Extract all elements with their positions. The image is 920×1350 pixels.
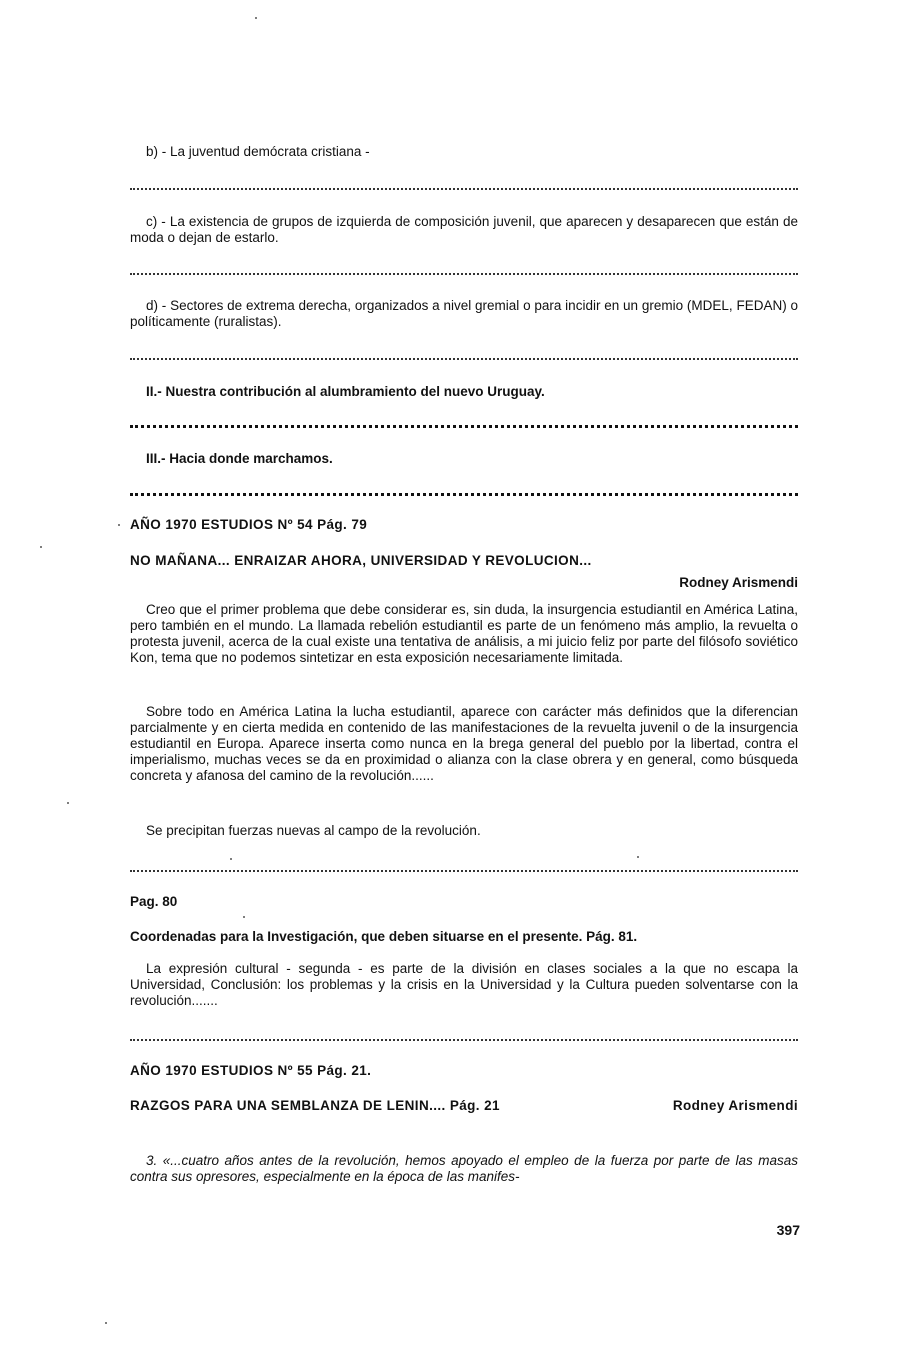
item-d: d) - Sectores de extrema derecha, organizados a nivel gremial o para incidir en un gremio (MDEL, FEDAN) o políticamente (ruralistas). <box>130 298 798 329</box>
scan-speck <box>118 524 120 526</box>
article-author: Rodney Arismendi <box>679 575 798 590</box>
paragraph: Se precipitan fuerzas nuevas al campo de la revolución. <box>146 823 481 838</box>
scan-speck <box>105 1322 107 1324</box>
paragraph: La expresión cultural - segunda - es parte de la división en clases sociales a la que no escapa la Universidad, Conclusión: los problemas y la crisis en la Universidad y la Cultura pueden solventarse con la revolución....... <box>130 961 798 1008</box>
page-number: 397 <box>776 1222 800 1238</box>
article-title: RAZGOS PARA UNA SEMBLANZA DE LENIN.... Pág. 21 <box>130 1098 500 1113</box>
scan-speck <box>255 17 257 19</box>
paragraph: Creo que el primer problema que debe considerar es, sin duda, la insurgencia estudiantil en América Latina, pero también en el mundo. La llamada rebelión estudiantil es parte de un fenómeno más amplio, la revuelta o protesta juvenil, acerca de la cual existe una tentativa de análisis, a mi juicio feliz por parte del filósofo soviético Kon, tema que no podemos sintetizar en esta exposición necesariamente limitada. <box>130 602 798 665</box>
reference-heading: AÑO 1970 ESTUDIOS Nº 54 Pág. 79 <box>130 517 368 532</box>
quote-paragraph: 3. «...cuatro años antes de la revolución, hemos apoyado el empleo de la fuerza por parte de las masas contra sus opresores, especialmente en la época de las manifes- <box>130 1153 798 1184</box>
dotted-separator <box>130 870 798 874</box>
dotted-separator <box>130 425 798 430</box>
section-ii-heading: II.- Nuestra contribución al alumbramiento del nuevo Uruguay. <box>146 384 545 399</box>
article-title-row <box>130 1098 798 1114</box>
article-title: NO MAÑANA... ENRAIZAR AHORA, UNIVERSIDAD Y REVOLUCION... <box>130 553 592 568</box>
scan-speck <box>637 856 639 858</box>
dotted-separator <box>130 273 798 277</box>
section-title: Coordenadas para la Investigación, que deben situarse en el presente. Pág. 81. <box>130 929 638 944</box>
article-author: Rodney Arismendi <box>672 1098 798 1113</box>
page-reference: Pag. 80 <box>130 894 178 909</box>
item-c: c) - La existencia de grupos de izquierda de composición juvenil, que aparecen y desaparecen que están de moda o dejan de estarlo. <box>130 214 798 245</box>
dotted-separator <box>130 188 798 192</box>
dotted-separator <box>130 1039 798 1043</box>
dotted-separator <box>130 493 798 498</box>
scan-speck <box>243 916 245 918</box>
section-iii-heading: III.- Hacia donde marchamos. <box>146 451 333 466</box>
scan-speck <box>40 546 42 548</box>
dotted-separator <box>130 358 798 362</box>
reference-heading: AÑO 1970 ESTUDIOS Nº 55 Pág. 21. <box>130 1063 372 1078</box>
paragraph: Sobre todo en América Latina la lucha estudiantil, aparece con carácter más definidos que la diferencian parcialmente y en cierta medida en contenido de las manifestaciones de la revuelta juvenil o de la insurgencia estudiantil en Europa. Aparece inserta como nunca en la brega general del pueblo por la libertad, contra el imperialismo, muchas veces se da en proximidad o alianza con la clase obrera y en general, como búsqueda concreta y afanosa del camino de la revolución...... <box>130 704 798 783</box>
scan-speck <box>67 802 69 804</box>
item-b: b) - La juventud demócrata cristiana - <box>146 144 370 159</box>
scan-speck <box>230 858 232 860</box>
